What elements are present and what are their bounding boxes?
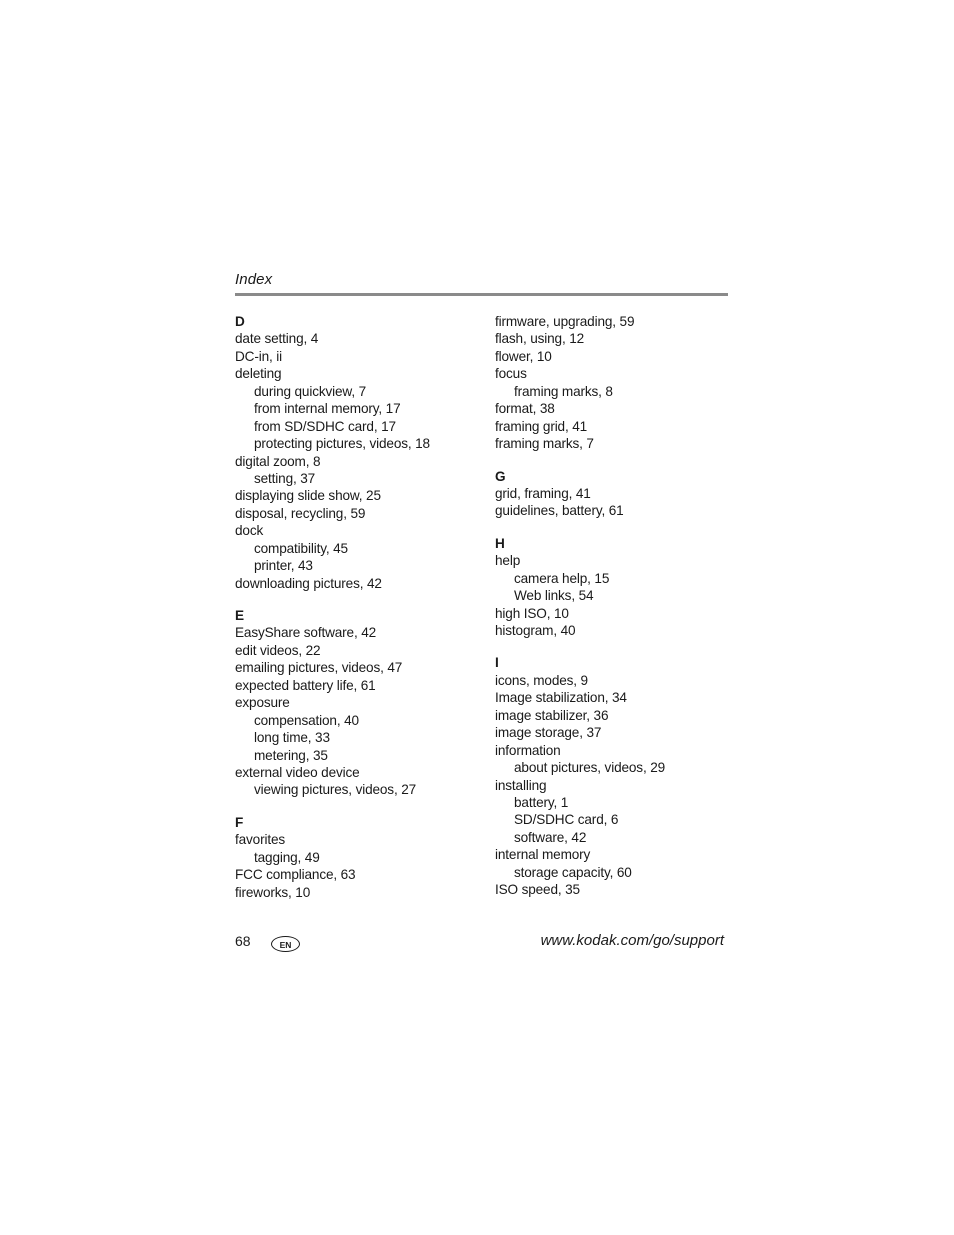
index-entry: dock	[235, 523, 264, 539]
index-entry: flash, using, 12	[495, 331, 585, 347]
index-entry: expected battery life, 61	[235, 677, 376, 693]
index-subentry: compensation, 40	[254, 712, 359, 728]
index-entry: external video device	[235, 764, 360, 780]
index-entry: information	[495, 742, 561, 758]
index-entry: ISO speed, 35	[495, 882, 580, 898]
index-entry: downloading pictures, 42	[235, 575, 382, 591]
index-entry: focus	[495, 366, 527, 382]
index-entry: image stabilizer, 36	[495, 707, 609, 723]
index-column-right	[495, 313, 665, 914]
index-subentry: metering, 35	[254, 747, 328, 763]
index-subentry: from SD/SDHC card, 17	[254, 418, 396, 434]
index-subentry: Web links, 54	[514, 588, 594, 604]
index-entry: guidelines, battery, 61	[495, 503, 624, 519]
index-entry: EasyShare software, 42	[235, 625, 377, 641]
index-entry: Image stabilization, 34	[495, 690, 627, 706]
index-letter-heading: E	[235, 608, 244, 623]
index-section	[235, 607, 430, 799]
index-subentry: protecting pictures, videos, 18	[254, 436, 430, 452]
index-subentry: viewing pictures, videos, 27	[254, 782, 417, 798]
index-entry: fireworks, 10	[235, 884, 311, 900]
index-entry: DC-in, ii	[235, 348, 282, 364]
index-subentry: compatibility, 45	[254, 540, 348, 556]
index-entry: histogram, 40	[495, 623, 576, 638]
index-section	[235, 814, 430, 901]
index-subentry: software, 42	[514, 829, 587, 845]
index-entry: disposal, recycling, 59	[235, 505, 366, 521]
index-subentry: printer, 43	[254, 558, 313, 574]
index-entry: help	[495, 553, 521, 569]
index-entry: installing	[495, 777, 547, 793]
index-letter-heading: D	[235, 314, 245, 329]
index-section	[495, 468, 665, 520]
index-entry: favorites	[235, 832, 286, 848]
index-entry: high ISO, 10	[495, 605, 569, 621]
index-letter-heading: G	[495, 468, 506, 484]
index-entry: image storage, 37	[495, 725, 602, 741]
index-column-left	[235, 313, 430, 916]
language-badge-icon: EN	[271, 936, 300, 952]
index-letter-heading: I	[495, 655, 499, 671]
index-letter-heading: H	[495, 535, 505, 551]
index-section	[495, 313, 665, 453]
index-section	[495, 654, 665, 898]
index-section	[495, 535, 665, 640]
index-entry: grid, framing, 41	[495, 485, 591, 501]
index-subentry: during quickview, 7	[254, 383, 367, 399]
index-entry: deleting	[235, 366, 282, 382]
index-entry: firmware, upgrading, 59	[495, 314, 635, 329]
support-url: www.kodak.com/go/support	[540, 932, 724, 949]
index-subentry: camera help, 15	[514, 570, 610, 586]
index-entry: format, 38	[495, 401, 555, 417]
running-header-title: Index	[235, 271, 273, 288]
index-entry: date setting, 4	[235, 331, 319, 347]
index-subentry: long time, 33	[254, 730, 330, 746]
header-rule	[235, 293, 728, 296]
index-subentry: tagging, 49	[254, 849, 320, 865]
index-entry: icons, modes, 9	[495, 672, 588, 688]
index-entry: edit videos, 22	[235, 642, 321, 658]
index-subentry: storage capacity, 60	[514, 864, 632, 880]
index-entry: digital zoom, 8	[235, 453, 321, 469]
index-entry: exposure	[235, 695, 290, 711]
index-section	[235, 313, 430, 592]
index-subentry: setting, 37	[254, 470, 316, 486]
page-number: 68	[235, 933, 251, 949]
index-entry: emailing pictures, videos, 47	[235, 660, 403, 676]
index-entry: FCC compliance, 63	[235, 867, 356, 883]
index-letter-heading: F	[235, 814, 244, 830]
index-entry: internal memory	[495, 847, 591, 863]
index-entry: flower, 10	[495, 348, 552, 364]
index-entry: framing grid, 41	[495, 418, 588, 434]
index-entry: framing marks, 7	[495, 436, 594, 452]
index-subentry: framing marks, 8	[514, 383, 613, 399]
index-subentry: SD/SDHC card, 6	[514, 812, 619, 828]
index-entry: displaying slide show, 25	[235, 488, 381, 504]
index-subentry: about pictures, videos, 29	[514, 760, 666, 776]
index-subentry: from internal memory, 17	[254, 401, 401, 417]
index-subentry: battery, 1	[514, 794, 569, 810]
